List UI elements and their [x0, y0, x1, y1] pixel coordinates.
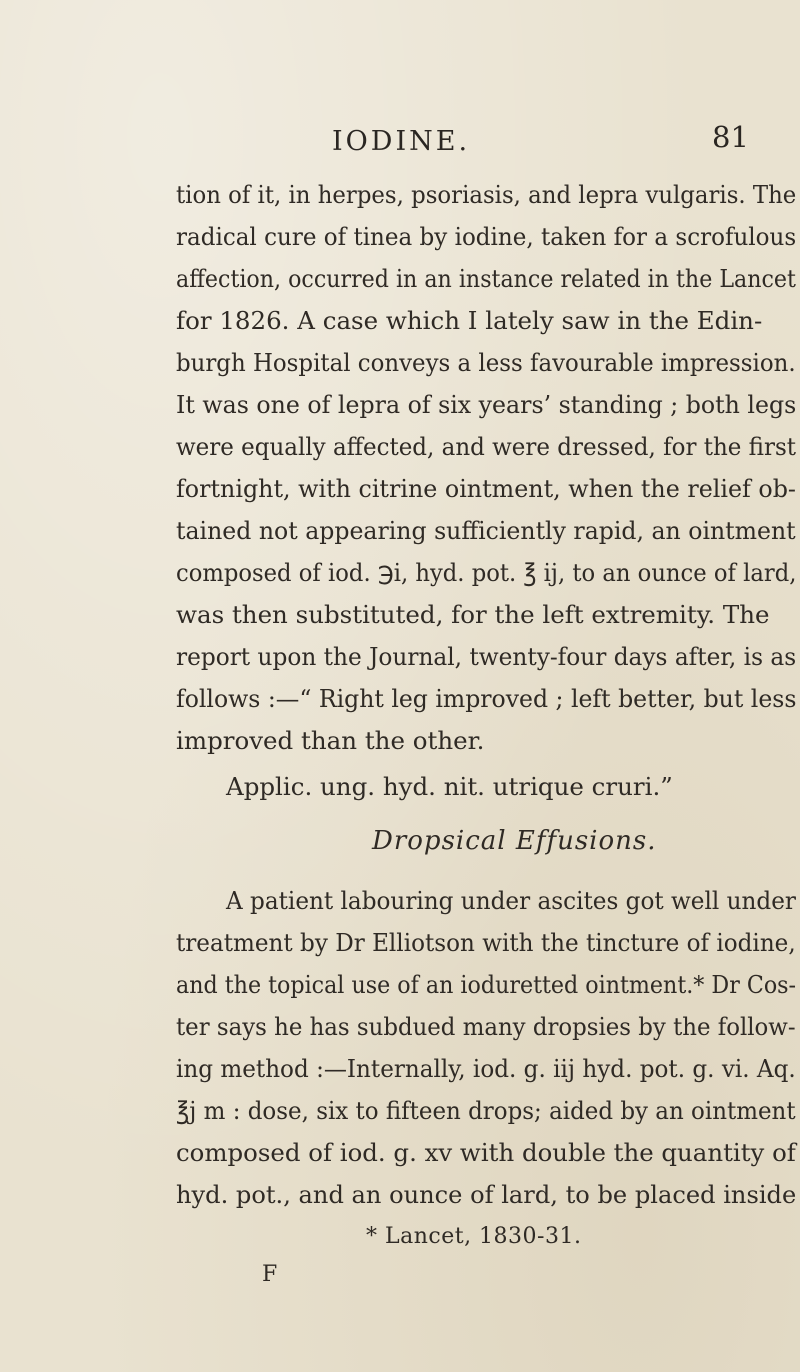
- running-title: IODINE.: [332, 126, 471, 157]
- text-line: tained not appearing sufficiently rapid, an ointment: [176, 516, 796, 545]
- page-number: 81: [712, 120, 749, 154]
- section-heading: Dropsical Effusions.: [372, 826, 657, 856]
- footnote: * Lancet, 1830-31.: [366, 1224, 582, 1249]
- text-line: composed of iod. ℈i, hyd. pot. ℥ ij, to an ounce of lard,: [176, 558, 797, 587]
- running-head: [0, 120, 800, 166]
- text-line: was then substituted, for the left extremity. The: [176, 600, 770, 629]
- text-line: affection, occurred in an instance related in the Lancet: [176, 264, 796, 293]
- text-line: A patient labouring under ascites got well under: [226, 886, 796, 915]
- text-line: for 1826. A case which I lately saw in the Edin-: [176, 306, 763, 335]
- text-line: tion of it, in herpes, psoriasis, and lepra vulgaris. The: [176, 180, 797, 209]
- text-line: It was one of lepra of six years’ standing ; both legs: [176, 390, 797, 419]
- text-line: fortnight, with citrine ointment, when the relief ob-: [176, 474, 796, 503]
- prescription-line: Applic. ung. hyd. nit. utrique cruri.”: [226, 772, 673, 801]
- text-line: follows :—“ Right leg improved ; left better, but less: [176, 684, 797, 713]
- text-line: hyd. pot., and an ounce of lard, to be placed inside: [176, 1180, 797, 1209]
- signature-mark: F: [262, 1262, 278, 1287]
- text-line: composed of iod. g. xv with double the quantity of: [176, 1138, 796, 1167]
- text-line: radical cure of tinea by iodine, taken for a scrofulous: [176, 222, 797, 251]
- text-line: ing method :—Internally, iod. g. iij hyd. pot. g. vi. Aq.: [176, 1054, 796, 1083]
- text-line: report upon the Journal, twenty-four days after, is as: [176, 642, 797, 671]
- text-line: ter says he has subdued many dropsies by the follow-: [176, 1012, 796, 1041]
- text-line: were equally affected, and were dressed, for the first: [176, 432, 797, 461]
- text-line: and the topical use of an ioduretted ointment.* Dr Cos-: [176, 970, 797, 999]
- text-line: treatment by Dr Elliotson with the tincture of iodine,: [176, 928, 796, 957]
- text-line: burgh Hospital conveys a less favourable impression.: [176, 348, 796, 377]
- text-line: improved than the other.: [176, 726, 485, 755]
- text-line: ℥j m : dose, six to fifteen drops; aided by an ointment: [176, 1096, 796, 1125]
